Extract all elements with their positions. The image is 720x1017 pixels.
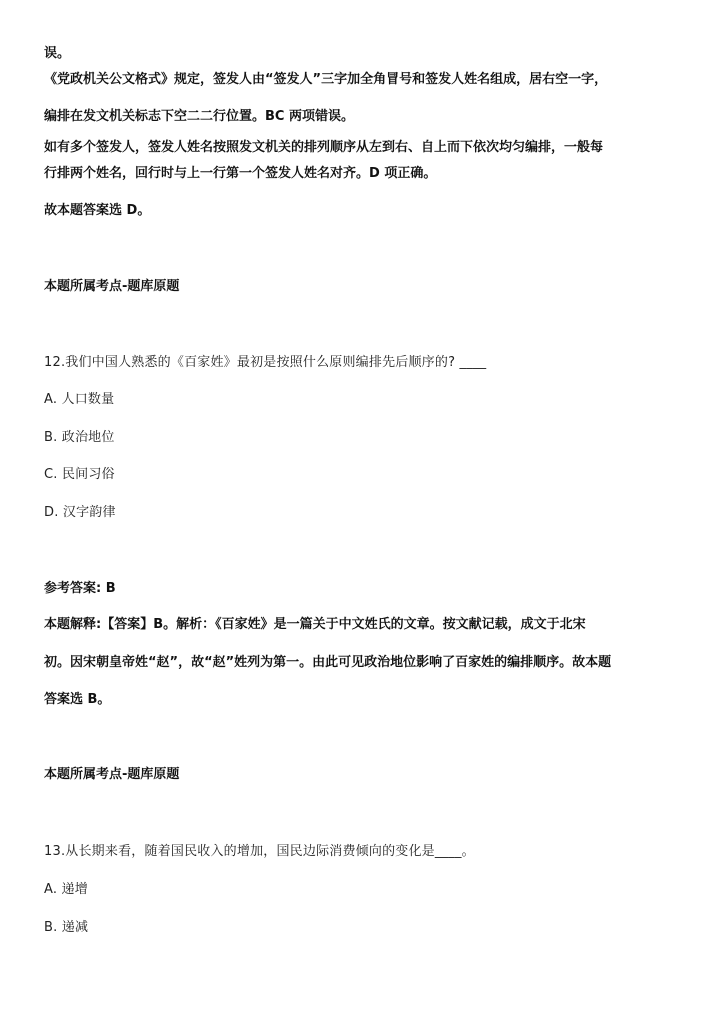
question-12-explanation-line-2: 初。因宋朝皇帝姓“赵”，故“赵”姓列为第一。由此可见政治地位影响了百家姓的编排顺序。故本题 [44,655,612,670]
question-12-option-a: A. 人口数量 [44,392,115,407]
continuation-text-line-4: 如有多个签发人，签发人姓名按照发文机关的排列顺序从左到右、自上而下依次均匀编排，一般每 [44,140,604,155]
question-12: 12.我们中国人熟悉的《百家姓》最初是按照什么原则编排先后顺序的? ____ [44,355,487,370]
source-label-q12: 本题所属考点-题库原题 [44,767,180,782]
question-12-explanation-line-3: 答案选 B。 [44,692,111,707]
question-13: 13.从长期来看，随着国民收入的增加，国民边际消费倾向的变化是____。 [44,844,475,859]
continuation-text-line-2: 《党政机关公文格式》规定，签发人由“签发人”三字加全角冒号和签发人姓名组成，居右空一字， [44,72,608,87]
question-13-option-a: A. 递增 [44,882,88,897]
question-12-option-d: D. 汉字韵律 [44,505,116,520]
source-label-q11: 本题所属考点-题库原题 [44,279,180,294]
question-12-option-c: C. 民间习俗 [44,467,115,482]
continuation-text-line-5: 行排两个姓名，回行时与上一行第一个签发人姓名对齐。D 项正确。 [44,166,437,181]
question-12-answer: 参考答案: B [44,581,116,596]
question-13-option-b: B. 递减 [44,920,89,935]
question-12-explanation-line-1: 本题解释:【答案】B。解析：《百家姓》是一篇关于中文姓氏的文章。按文献记载，成文于北宋 [44,617,586,632]
continuation-text-line-1: 误。 [44,46,71,61]
answer-line-q11: 故本题答案选 D。 [44,203,151,218]
question-12-option-b: B. 政治地位 [44,430,115,445]
continuation-text-line-3: 编排在发文机关标志下空二二行位置。BC 两项错误。 [44,109,354,124]
